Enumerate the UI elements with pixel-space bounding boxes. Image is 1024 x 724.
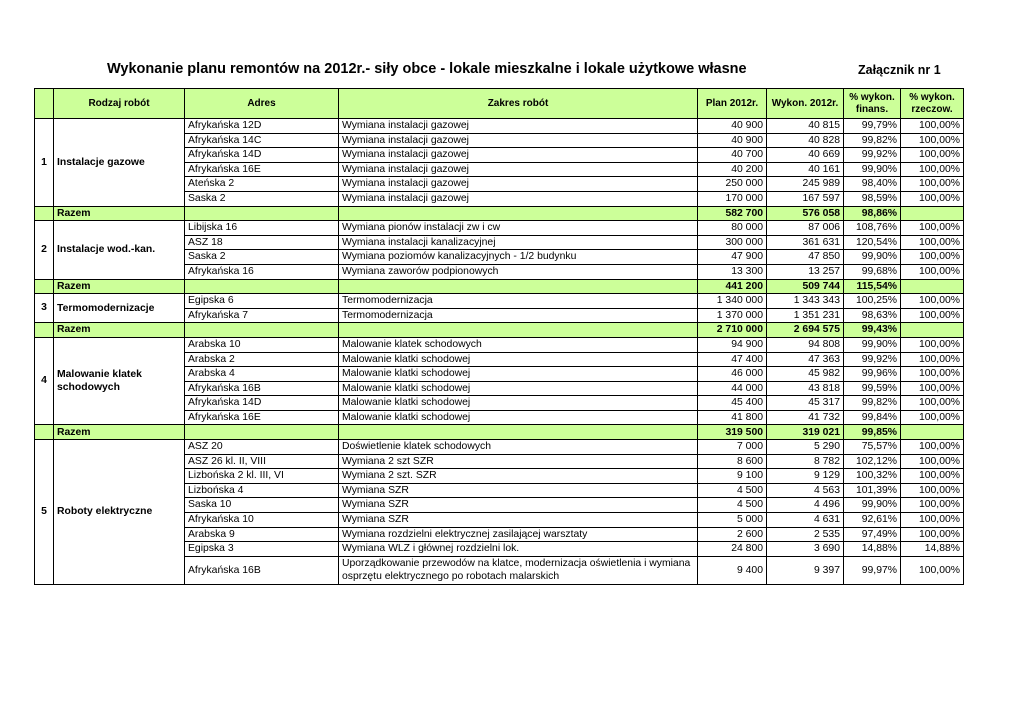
cell-scope: Wymiana 2 szt SZR [339,454,698,469]
table-row [35,337,964,352]
header-pct-mat: % wykon. rzeczow. [901,89,964,119]
total-done: 576 058 [767,206,844,221]
cell-scope: Wymiana instalacji gazowej [339,162,698,177]
cell-scope: Wymiana instalacji gazowej [339,177,698,192]
total-done: 319 021 [767,425,844,440]
cell-pct-mat: 100,00% [901,264,964,279]
cell-pct-fin: 99,97% [844,556,901,584]
cell-pct-mat: 100,00% [901,410,964,425]
cell-pct-fin: 99,92% [844,148,901,163]
cell-done: 4 563 [767,483,844,498]
cell-pct-fin: 98,63% [844,308,901,323]
cell-pct-mat: 100,00% [901,191,964,206]
total-pct-fin: 98,86% [844,206,901,221]
total-lp [35,206,54,221]
cell-plan: 5 000 [698,513,767,528]
cell-plan: 41 800 [698,410,767,425]
cell-pct-mat: 100,00% [901,235,964,250]
cell-pct-mat: 100,00% [901,352,964,367]
total-address [185,206,339,221]
cell-address: Afrykańska 16B [185,381,339,396]
group-name: Instalacje wod.-kan. [54,221,185,279]
total-lp [35,279,54,294]
cell-pct-mat: 100,00% [901,119,964,134]
cell-scope: Wymiana pionów instalacji zw i cw [339,221,698,236]
total-pct-fin: 99,85% [844,425,901,440]
cell-pct-mat: 100,00% [901,221,964,236]
cell-address: Lizbońska 4 [185,483,339,498]
cell-done: 245 989 [767,177,844,192]
cell-scope: Wymiana rozdzielni elektrycznej zasilającej warsztaty [339,527,698,542]
cell-pct-fin: 100,32% [844,469,901,484]
header-plan: Plan 2012r. [698,89,767,119]
cell-plan: 4 500 [698,498,767,513]
total-label: Razem [54,425,185,440]
cell-pct-mat: 100,00% [901,133,964,148]
cell-pct-fin: 101,39% [844,483,901,498]
cell-plan: 40 900 [698,133,767,148]
repairs-table [34,88,964,585]
cell-plan: 4 500 [698,483,767,498]
cell-address: Afrykańska 16B [185,556,339,584]
cell-pct-fin: 120,54% [844,235,901,250]
total-label: Razem [54,279,185,294]
cell-done: 361 631 [767,235,844,250]
cell-scope: Wymiana instalacji gazowej [339,119,698,134]
cell-plan: 1 340 000 [698,294,767,309]
total-pct-fin: 115,54% [844,279,901,294]
cell-done: 4 496 [767,498,844,513]
cell-address: Afrykańska 16E [185,410,339,425]
cell-pct-mat: 100,00% [901,367,964,382]
cell-scope: Malowanie klatki schodowej [339,396,698,411]
cell-address: Lizbońska 2 kl. III, VI [185,469,339,484]
group-number: 1 [35,119,54,207]
total-row [35,323,964,338]
cell-done: 1 351 231 [767,308,844,323]
cell-plan: 44 000 [698,381,767,396]
cell-scope: Wymiana instalacji gazowej [339,148,698,163]
cell-pct-mat: 100,00% [901,440,964,455]
cell-done: 8 782 [767,454,844,469]
cell-address: Arabska 10 [185,337,339,352]
cell-done: 2 535 [767,527,844,542]
cell-plan: 40 200 [698,162,767,177]
cell-pct-fin: 98,40% [844,177,901,192]
header-lp [35,89,54,119]
cell-pct-mat: 100,00% [901,483,964,498]
cell-done: 40 161 [767,162,844,177]
total-scope [339,425,698,440]
total-plan: 582 700 [698,206,767,221]
cell-pct-mat: 100,00% [901,527,964,542]
cell-scope: Malowanie klatki schodowej [339,381,698,396]
cell-plan: 8 600 [698,454,767,469]
cell-address: Arabska 4 [185,367,339,382]
group-number: 5 [35,440,54,585]
cell-scope: Malowanie klatek schodowych [339,337,698,352]
total-row [35,425,964,440]
cell-plan: 2 600 [698,527,767,542]
cell-pct-mat: 100,00% [901,148,964,163]
cell-scope: Termomodernizacja [339,294,698,309]
cell-scope: Uporządkowanie przewodów na klatce, modernizacja oświetlenia i wymiana osprzętu elektrycznego po robotach malarskich [339,556,698,584]
cell-scope: Malowanie klatki schodowej [339,367,698,382]
cell-pct-mat: 100,00% [901,513,964,528]
cell-done: 13 257 [767,264,844,279]
total-address [185,323,339,338]
cell-pct-mat: 100,00% [901,177,964,192]
cell-scope: Wymiana SZR [339,483,698,498]
total-address [185,279,339,294]
cell-plan: 13 300 [698,264,767,279]
cell-pct-fin: 99,90% [844,250,901,265]
cell-done: 5 290 [767,440,844,455]
cell-pct-fin: 98,59% [844,191,901,206]
cell-plan: 9 100 [698,469,767,484]
table-row [35,221,964,236]
group-number: 2 [35,221,54,279]
cell-done: 40 815 [767,119,844,134]
cell-pct-fin: 99,90% [844,498,901,513]
cell-pct-mat: 100,00% [901,556,964,584]
total-label: Razem [54,206,185,221]
total-plan: 441 200 [698,279,767,294]
total-pct-mat [901,323,964,338]
cell-address: Saska 10 [185,498,339,513]
cell-pct-fin: 99,68% [844,264,901,279]
cell-scope: Wymiana 2 szt. SZR [339,469,698,484]
cell-address: Arabska 9 [185,527,339,542]
cell-address: Ateńska 2 [185,177,339,192]
cell-scope: Wymiana instalacji gazowej [339,133,698,148]
cell-plan: 300 000 [698,235,767,250]
total-lp [35,425,54,440]
total-done: 2 694 575 [767,323,844,338]
cell-plan: 170 000 [698,191,767,206]
cell-plan: 40 900 [698,119,767,134]
annex-label: Załącznik nr 1 [858,63,941,77]
cell-scope: Wymiana SZR [339,513,698,528]
cell-address: Afrykańska 16E [185,162,339,177]
cell-pct-fin: 97,49% [844,527,901,542]
cell-plan: 7 000 [698,440,767,455]
cell-pct-fin: 92,61% [844,513,901,528]
cell-done: 9 129 [767,469,844,484]
group-name: Termomodernizacje [54,294,185,323]
cell-done: 94 808 [767,337,844,352]
cell-scope: Wymiana instalacji gazowej [339,191,698,206]
cell-done: 47 850 [767,250,844,265]
total-pct-mat [901,279,964,294]
cell-address: ASZ 20 [185,440,339,455]
cell-plan: 80 000 [698,221,767,236]
header-type: Rodzaj robót [54,89,185,119]
group-name: Malowanie klatek schodowych [54,337,185,425]
cell-address: Afrykańska 10 [185,513,339,528]
cell-pct-fin: 99,92% [844,352,901,367]
total-done: 509 744 [767,279,844,294]
cell-pct-mat: 100,00% [901,454,964,469]
cell-plan: 47 400 [698,352,767,367]
cell-address: Egipska 6 [185,294,339,309]
cell-plan: 40 700 [698,148,767,163]
cell-pct-mat: 100,00% [901,250,964,265]
cell-pct-fin: 99,82% [844,133,901,148]
cell-address: Saska 2 [185,191,339,206]
cell-plan: 46 000 [698,367,767,382]
cell-done: 41 732 [767,410,844,425]
cell-address: Arabska 2 [185,352,339,367]
cell-address: Afrykańska 7 [185,308,339,323]
cell-done: 45 982 [767,367,844,382]
cell-pct-mat: 100,00% [901,294,964,309]
cell-scope: Doświetlenie klatek schodowych [339,440,698,455]
cell-address: ASZ 26 kl. II, VIII [185,454,339,469]
total-row [35,206,964,221]
cell-plan: 24 800 [698,542,767,557]
cell-scope: Wymiana SZR [339,498,698,513]
header-done: Wykon. 2012r. [767,89,844,119]
cell-scope: Termomodernizacja [339,308,698,323]
cell-plan: 94 900 [698,337,767,352]
cell-scope: Wymiana poziomów kanalizacyjnych - 1/2 budynku [339,250,698,265]
total-label: Razem [54,323,185,338]
header-scope: Zakres robót [339,89,698,119]
header-row [35,89,964,119]
total-lp [35,323,54,338]
total-address [185,425,339,440]
cell-pct-mat: 100,00% [901,381,964,396]
header-pct-fin: % wykon. finans. [844,89,901,119]
cell-pct-fin: 100,25% [844,294,901,309]
cell-pct-fin: 99,59% [844,381,901,396]
cell-done: 45 317 [767,396,844,411]
table-row [35,440,964,455]
cell-pct-mat: 100,00% [901,498,964,513]
cell-pct-fin: 99,84% [844,410,901,425]
group-name: Roboty elektryczne [54,440,185,585]
cell-done: 3 690 [767,542,844,557]
cell-address: Afrykańska 16 [185,264,339,279]
table-row [35,294,964,309]
cell-pct-fin: 99,90% [844,162,901,177]
group-number: 4 [35,337,54,425]
cell-pct-fin: 75,57% [844,440,901,455]
cell-done: 9 397 [767,556,844,584]
cell-plan: 1 370 000 [698,308,767,323]
page-title: Wykonanie planu remontów na 2012r.- siły obce - lokale mieszkalne i lokale użytkowe własne [107,61,747,77]
cell-scope: Malowanie klatki schodowej [339,410,698,425]
cell-scope: Wymiana zaworów podpionowych [339,264,698,279]
cell-pct-fin: 108,76% [844,221,901,236]
cell-address: Afrykańska 12D [185,119,339,134]
cell-plan: 9 400 [698,556,767,584]
cell-pct-fin: 14,88% [844,542,901,557]
total-pct-fin: 99,43% [844,323,901,338]
cell-done: 1 343 343 [767,294,844,309]
cell-pct-mat: 14,88% [901,542,964,557]
cell-scope: Malowanie klatki schodowej [339,352,698,367]
table-body [35,119,964,585]
total-row [35,279,964,294]
cell-pct-fin: 102,12% [844,454,901,469]
cell-scope: Wymiana WLZ i głównej rozdzielni lok. [339,542,698,557]
cell-pct-mat: 100,00% [901,396,964,411]
group-number: 3 [35,294,54,323]
total-plan: 319 500 [698,425,767,440]
total-pct-mat [901,206,964,221]
cell-plan: 47 900 [698,250,767,265]
cell-pct-mat: 100,00% [901,337,964,352]
cell-done: 167 597 [767,191,844,206]
cell-address: ASZ 18 [185,235,339,250]
total-pct-mat [901,425,964,440]
cell-done: 40 669 [767,148,844,163]
cell-pct-fin: 99,96% [844,367,901,382]
cell-scope: Wymiana instalacji kanalizacyjnej [339,235,698,250]
cell-done: 47 363 [767,352,844,367]
table-row [35,119,964,134]
header-address: Adres [185,89,339,119]
total-plan: 2 710 000 [698,323,767,338]
cell-address: Libijska 16 [185,221,339,236]
cell-address: Saska 2 [185,250,339,265]
cell-pct-fin: 99,79% [844,119,901,134]
cell-pct-mat: 100,00% [901,469,964,484]
total-scope [339,279,698,294]
cell-pct-fin: 99,82% [844,396,901,411]
cell-done: 43 818 [767,381,844,396]
cell-done: 4 631 [767,513,844,528]
total-scope [339,206,698,221]
cell-pct-mat: 100,00% [901,162,964,177]
cell-address: Afrykańska 14C [185,133,339,148]
cell-done: 87 006 [767,221,844,236]
cell-pct-fin: 99,90% [844,337,901,352]
total-scope [339,323,698,338]
cell-address: Afrykańska 14D [185,148,339,163]
group-name: Instalacje gazowe [54,119,185,207]
cell-address: Afrykańska 14D [185,396,339,411]
cell-address: Egipska 3 [185,542,339,557]
cell-pct-mat: 100,00% [901,308,964,323]
cell-done: 40 828 [767,133,844,148]
cell-plan: 45 400 [698,396,767,411]
cell-plan: 250 000 [698,177,767,192]
